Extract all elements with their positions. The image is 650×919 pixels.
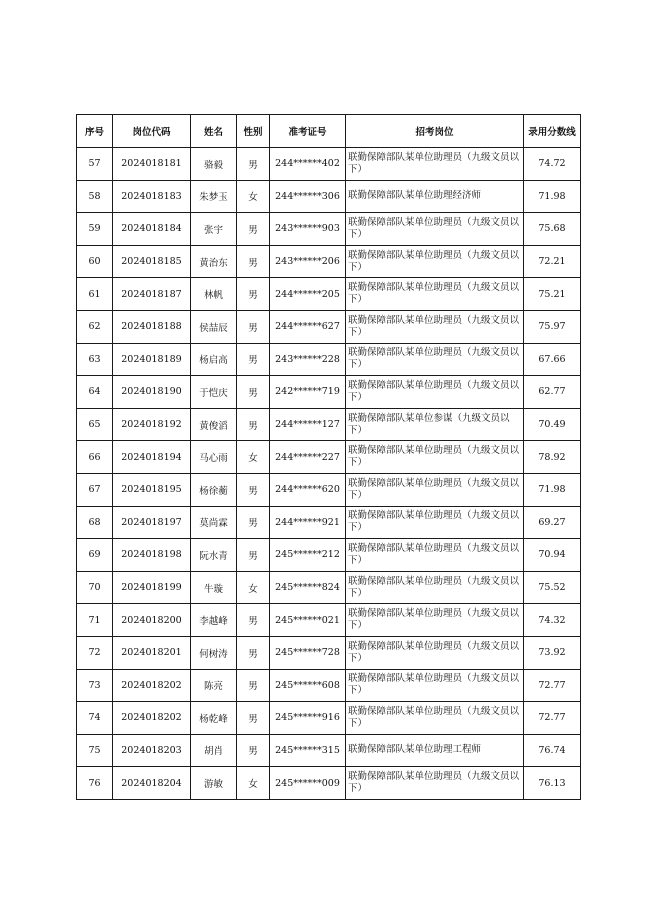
cell-sex: 女	[237, 180, 270, 213]
table-row	[77, 148, 581, 181]
cell-position: 联勤保障部队某单位助理员（九级文员以下）	[346, 245, 524, 278]
results-table	[76, 114, 581, 800]
cell-position-code: 2024018181	[113, 148, 191, 181]
col-header-sex: 性别	[237, 115, 270, 148]
cell-score: 75.21	[524, 278, 581, 311]
cell-position-code: 2024018204	[113, 767, 191, 800]
cell-name: 何树涛	[191, 636, 237, 669]
cell-name: 莫尚霖	[191, 506, 237, 539]
cell-sex: 男	[237, 702, 270, 735]
cell-score: 70.94	[524, 539, 581, 572]
cell-score: 72.77	[524, 702, 581, 735]
cell-position: 联勤保障部队某单位助理员（九级文员以下）	[346, 310, 524, 343]
cell-sex: 男	[237, 278, 270, 311]
cell-seq: 65	[77, 408, 113, 441]
cell-position: 联勤保障部队某单位助理员（九级文员以下）	[346, 376, 524, 409]
cell-score: 62.77	[524, 376, 581, 409]
cell-exam-id: 245******009	[270, 767, 346, 800]
cell-position: 联勤保障部队某单位助理员（九级文员以下）	[346, 148, 524, 181]
cell-sex: 男	[237, 734, 270, 767]
cell-name: 侯喆辰	[191, 310, 237, 343]
cell-exam-id: 245******916	[270, 702, 346, 735]
cell-seq: 73	[77, 669, 113, 702]
cell-sex: 男	[237, 376, 270, 409]
cell-exam-id: 243******206	[270, 245, 346, 278]
table-row	[77, 278, 581, 311]
cell-exam-id: 245******824	[270, 571, 346, 604]
cell-position: 联勤保障部队某单位助理员（九级文员以下）	[346, 441, 524, 474]
cell-sex: 男	[237, 669, 270, 702]
cell-seq: 74	[77, 702, 113, 735]
col-header-name: 姓名	[191, 115, 237, 148]
cell-position-code: 2024018202	[113, 702, 191, 735]
table-row	[77, 636, 581, 669]
cell-sex: 男	[237, 148, 270, 181]
cell-seq: 72	[77, 636, 113, 669]
header-row	[77, 115, 581, 148]
cell-position-code: 2024018192	[113, 408, 191, 441]
cell-sex: 女	[237, 441, 270, 474]
table-row	[77, 343, 581, 376]
table-body	[77, 148, 581, 800]
cell-score: 71.98	[524, 473, 581, 506]
cell-position-code: 2024018200	[113, 604, 191, 637]
cell-name: 杨徐蘅	[191, 473, 237, 506]
cell-exam-id: 245******608	[270, 669, 346, 702]
cell-name: 马心雨	[191, 441, 237, 474]
cell-position: 联勤保障部队某单位助理员（九级文员以下）	[346, 767, 524, 800]
cell-name: 黄俊滔	[191, 408, 237, 441]
cell-seq: 62	[77, 310, 113, 343]
cell-position: 联勤保障部队某单位助理经济师	[346, 180, 524, 213]
cell-score: 72.77	[524, 669, 581, 702]
cell-score: 73.92	[524, 636, 581, 669]
cell-seq: 58	[77, 180, 113, 213]
cell-sex: 男	[237, 213, 270, 246]
cell-position-code: 2024018195	[113, 473, 191, 506]
cell-score: 72.21	[524, 245, 581, 278]
cell-position: 联勤保障部队某单位助理员（九级文员以下）	[346, 571, 524, 604]
cell-position-code: 2024018189	[113, 343, 191, 376]
cell-exam-id: 244******921	[270, 506, 346, 539]
cell-seq: 70	[77, 571, 113, 604]
table-row	[77, 376, 581, 409]
cell-exam-id: 244******627	[270, 310, 346, 343]
cell-position: 联勤保障部队某单位助理员（九级文员以下）	[346, 213, 524, 246]
cell-sex: 男	[237, 604, 270, 637]
cell-exam-id: 243******903	[270, 213, 346, 246]
cell-sex: 男	[237, 539, 270, 572]
cell-position-code: 2024018185	[113, 245, 191, 278]
table-row	[77, 702, 581, 735]
cell-name: 杨启高	[191, 343, 237, 376]
cell-name: 陈亮	[191, 669, 237, 702]
cell-score: 75.68	[524, 213, 581, 246]
col-header-exam-id: 准考证号	[270, 115, 346, 148]
cell-position: 联勤保障部队某单位助理员（九级文员以下）	[346, 669, 524, 702]
cell-seq: 71	[77, 604, 113, 637]
cell-name: 张宇	[191, 213, 237, 246]
cell-name: 朱梦玉	[191, 180, 237, 213]
col-header-code: 岗位代码	[113, 115, 191, 148]
table-row	[77, 539, 581, 572]
cell-position: 联勤保障部队某单位助理员（九级文员以下）	[346, 636, 524, 669]
cell-position-code: 2024018190	[113, 376, 191, 409]
cell-name: 黄治东	[191, 245, 237, 278]
cell-exam-id: 245******021	[270, 604, 346, 637]
cell-sex: 男	[237, 506, 270, 539]
table-row	[77, 180, 581, 213]
cell-score: 67.66	[524, 343, 581, 376]
cell-position: 联勤保障部队某单位参谋（九级文员以下）	[346, 408, 524, 441]
cell-sex: 男	[237, 245, 270, 278]
cell-seq: 67	[77, 473, 113, 506]
cell-position-code: 2024018197	[113, 506, 191, 539]
cell-position: 联勤保障部队某单位助理员（九级文员以下）	[346, 702, 524, 735]
cell-position-code: 2024018184	[113, 213, 191, 246]
cell-exam-id: 244******227	[270, 441, 346, 474]
table-row	[77, 669, 581, 702]
cell-position-code: 2024018203	[113, 734, 191, 767]
table-row	[77, 734, 581, 767]
cell-name: 阮水青	[191, 539, 237, 572]
table-row	[77, 506, 581, 539]
table-row	[77, 310, 581, 343]
cell-seq: 66	[77, 441, 113, 474]
cell-position: 联勤保障部队某单位助理员（九级文员以下）	[346, 278, 524, 311]
cell-position: 联勤保障部队某单位助理员（九级文员以下）	[346, 539, 524, 572]
cell-seq: 69	[77, 539, 113, 572]
cell-score: 70.49	[524, 408, 581, 441]
cell-seq: 76	[77, 767, 113, 800]
cell-sex: 男	[237, 310, 270, 343]
table-row	[77, 473, 581, 506]
cell-position: 联勤保障部队某单位助理员（九级文员以下）	[346, 604, 524, 637]
cell-position-code: 2024018201	[113, 636, 191, 669]
table-row	[77, 408, 581, 441]
cell-position: 联勤保障部队某单位助理员（九级文员以下）	[346, 473, 524, 506]
cell-position: 联勤保障部队某单位助理员（九级文员以下）	[346, 506, 524, 539]
cell-position: 联勤保障部队某单位助理员（九级文员以下）	[346, 343, 524, 376]
cell-score: 74.32	[524, 604, 581, 637]
cell-name: 骆毅	[191, 148, 237, 181]
cell-seq: 61	[77, 278, 113, 311]
cell-exam-id: 245******315	[270, 734, 346, 767]
table-row	[77, 604, 581, 637]
cell-exam-id: 244******402	[270, 148, 346, 181]
col-header-score: 录用分数线	[524, 115, 581, 148]
cell-position-code: 2024018198	[113, 539, 191, 572]
cell-sex: 男	[237, 343, 270, 376]
cell-exam-id: 245******212	[270, 539, 346, 572]
cell-position-code: 2024018199	[113, 571, 191, 604]
table-row	[77, 767, 581, 800]
cell-exam-id: 243******228	[270, 343, 346, 376]
cell-sex: 女	[237, 571, 270, 604]
cell-score: 74.72	[524, 148, 581, 181]
cell-score: 78.92	[524, 441, 581, 474]
cell-name: 李越峰	[191, 604, 237, 637]
col-header-position: 招考岗位	[346, 115, 524, 148]
col-header-seq: 序号	[77, 115, 113, 148]
cell-score: 69.27	[524, 506, 581, 539]
cell-sex: 男	[237, 408, 270, 441]
cell-exam-id: 245******728	[270, 636, 346, 669]
cell-exam-id: 242******719	[270, 376, 346, 409]
cell-seq: 63	[77, 343, 113, 376]
cell-position-code: 2024018188	[113, 310, 191, 343]
cell-name: 于恺庆	[191, 376, 237, 409]
cell-sex: 男	[237, 473, 270, 506]
cell-score: 71.98	[524, 180, 581, 213]
cell-score: 75.97	[524, 310, 581, 343]
cell-position: 联勤保障部队某单位助理工程师	[346, 734, 524, 767]
table-row	[77, 441, 581, 474]
cell-seq: 75	[77, 734, 113, 767]
table-row	[77, 213, 581, 246]
cell-score: 76.74	[524, 734, 581, 767]
cell-seq: 59	[77, 213, 113, 246]
cell-sex: 男	[237, 636, 270, 669]
table-row	[77, 571, 581, 604]
cell-score: 76.13	[524, 767, 581, 800]
cell-name: 杨乾峰	[191, 702, 237, 735]
cell-seq: 57	[77, 148, 113, 181]
table-row	[77, 245, 581, 278]
cell-position-code: 2024018202	[113, 669, 191, 702]
cell-name: 游敏	[191, 767, 237, 800]
cell-position-code: 2024018183	[113, 180, 191, 213]
cell-position-code: 2024018194	[113, 441, 191, 474]
cell-exam-id: 244******620	[270, 473, 346, 506]
cell-exam-id: 244******127	[270, 408, 346, 441]
cell-position-code: 2024018187	[113, 278, 191, 311]
cell-exam-id: 244******306	[270, 180, 346, 213]
cell-seq: 60	[77, 245, 113, 278]
cell-score: 75.52	[524, 571, 581, 604]
cell-seq: 64	[77, 376, 113, 409]
cell-sex: 女	[237, 767, 270, 800]
cell-seq: 68	[77, 506, 113, 539]
cell-name: 林帆	[191, 278, 237, 311]
cell-exam-id: 244******205	[270, 278, 346, 311]
cell-name: 胡肖	[191, 734, 237, 767]
cell-name: 牛璇	[191, 571, 237, 604]
